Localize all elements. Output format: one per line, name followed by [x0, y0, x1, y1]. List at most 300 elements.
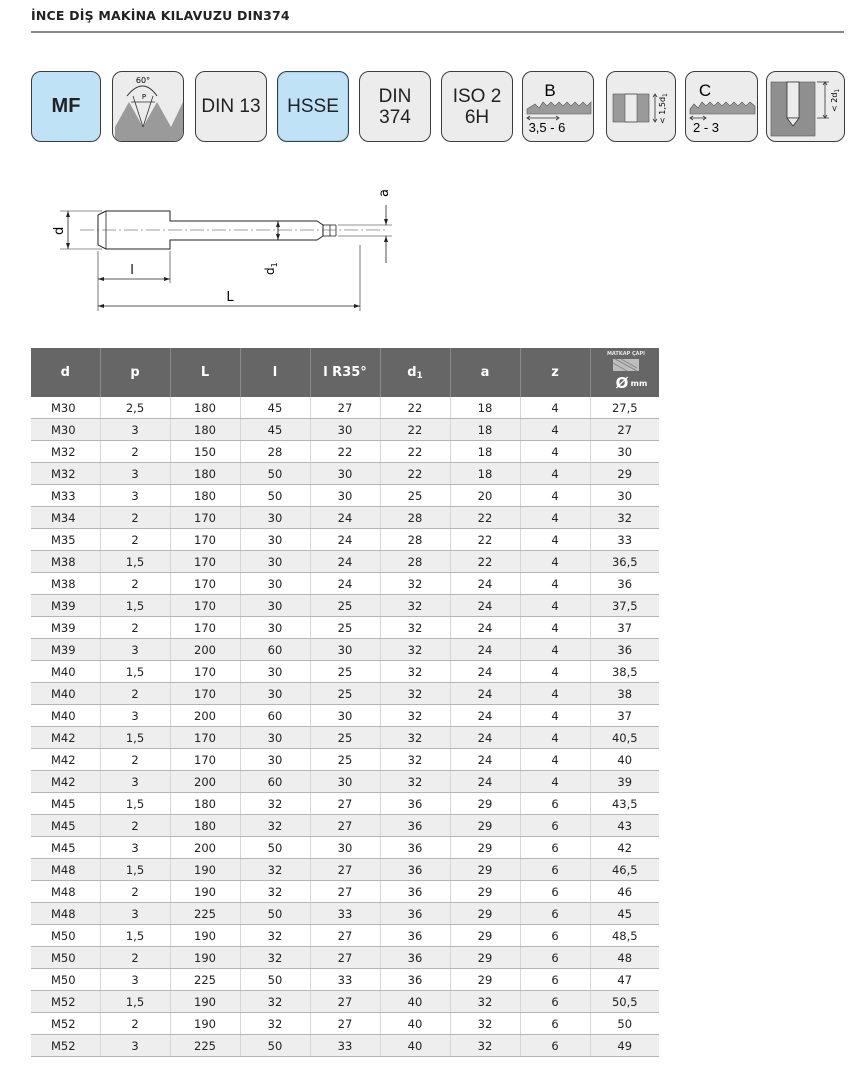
cell-L: 170	[170, 683, 240, 705]
cell-p: 3	[100, 771, 170, 793]
table-row	[31, 397, 659, 419]
cell-a: 24	[450, 573, 520, 595]
cell-lr: 27	[310, 991, 380, 1013]
cell-d: M35	[31, 529, 100, 551]
cell-p: 3	[100, 969, 170, 991]
svg-text:< 1,5d1	[658, 93, 669, 124]
blind-hole-icon	[767, 72, 845, 142]
cell-lr: 24	[310, 551, 380, 573]
badge-chamfer-b	[522, 71, 594, 142]
cell-lr: 24	[310, 529, 380, 551]
cell-d: M40	[31, 661, 100, 683]
cell-d: M45	[31, 837, 100, 859]
cell-z: 4	[520, 727, 590, 749]
cell-lr: 25	[310, 683, 380, 705]
table-row	[31, 947, 659, 969]
cell-z: 6	[520, 793, 590, 815]
spec-table	[31, 348, 659, 1057]
cell-L: 170	[170, 749, 240, 771]
thread-pitch-label: P	[141, 93, 147, 101]
badge-chamfer-c	[685, 71, 758, 142]
cell-d: M52	[31, 1013, 100, 1035]
cell-d1: 36	[380, 903, 450, 925]
cell-l: 30	[240, 529, 310, 551]
cell-p: 1,5	[100, 661, 170, 683]
cell-p: 1,5	[100, 991, 170, 1013]
cell-p: 3	[100, 837, 170, 859]
cell-lr: 22	[310, 441, 380, 463]
cell-d: M48	[31, 881, 100, 903]
cell-d: M33	[31, 485, 100, 507]
cell-drill: 30	[590, 441, 659, 463]
table-row	[31, 595, 659, 617]
cell-d1: 32	[380, 639, 450, 661]
table-row	[31, 969, 659, 991]
cell-a: 22	[450, 507, 520, 529]
cell-p: 2	[100, 617, 170, 639]
cell-L: 225	[170, 903, 240, 925]
cell-drill: 38	[590, 683, 659, 705]
cell-d1: 22	[380, 441, 450, 463]
cell-l: 50	[240, 1035, 310, 1057]
cell-z: 6	[520, 859, 590, 881]
cell-drill: 33	[590, 529, 659, 551]
cell-d: M50	[31, 947, 100, 969]
cell-a: 24	[450, 705, 520, 727]
cell-p: 2	[100, 749, 170, 771]
table-row	[31, 463, 659, 485]
cell-L: 200	[170, 837, 240, 859]
col-header-d1-sub: 1	[416, 370, 423, 381]
table-row	[31, 441, 659, 463]
cell-L: 225	[170, 1035, 240, 1057]
cell-d1: 25	[380, 485, 450, 507]
badge-hsse-label: HSSE	[287, 96, 339, 117]
cell-drill: 46	[590, 881, 659, 903]
cell-a: 24	[450, 771, 520, 793]
cell-l: 50	[240, 837, 310, 859]
cell-drill: 40	[590, 749, 659, 771]
table-row	[31, 991, 659, 1013]
title-divider	[31, 31, 844, 33]
cell-d: M32	[31, 441, 100, 463]
cell-a: 29	[450, 881, 520, 903]
badge-din13-label: DIN 13	[201, 96, 261, 117]
cell-a: 18	[450, 397, 520, 419]
cell-z: 4	[520, 419, 590, 441]
cell-lr: 30	[310, 463, 380, 485]
cell-L: 180	[170, 419, 240, 441]
svg-text:d1	[263, 262, 279, 275]
cell-lr: 27	[310, 397, 380, 419]
cell-l: 50	[240, 485, 310, 507]
cell-a: 22	[450, 551, 520, 573]
cell-d1: 40	[380, 1013, 450, 1035]
cell-d: M50	[31, 925, 100, 947]
table-row	[31, 727, 659, 749]
cell-a: 32	[450, 991, 520, 1013]
cell-d: M45	[31, 815, 100, 837]
cell-z: 4	[520, 441, 590, 463]
cell-L: 170	[170, 661, 240, 683]
cell-drill: 37	[590, 705, 659, 727]
cell-a: 24	[450, 617, 520, 639]
cell-lr: 33	[310, 903, 380, 925]
table-row	[31, 485, 659, 507]
badge-hsse	[277, 71, 349, 142]
table-row	[31, 419, 659, 441]
cell-z: 4	[520, 617, 590, 639]
cell-lr: 25	[310, 617, 380, 639]
cell-d: M30	[31, 397, 100, 419]
cell-a: 32	[450, 1035, 520, 1057]
table-row	[31, 661, 659, 683]
cell-d1: 32	[380, 727, 450, 749]
cell-a: 29	[450, 903, 520, 925]
thread-profile-icon	[113, 72, 184, 142]
cell-lr: 27	[310, 859, 380, 881]
cell-a: 24	[450, 661, 520, 683]
cell-lr: 30	[310, 705, 380, 727]
badge-mf	[31, 71, 101, 142]
blind-hole-depth-sub: 1	[834, 88, 841, 93]
badge-iso2-6h	[441, 71, 513, 142]
cell-z: 4	[520, 485, 590, 507]
cell-z: 6	[520, 815, 590, 837]
cell-d: M50	[31, 969, 100, 991]
col-header-p: p	[100, 348, 170, 397]
drawing-d-label: d	[52, 226, 67, 235]
cell-d: M42	[31, 749, 100, 771]
col-header-drill	[590, 348, 659, 397]
cell-d1: 36	[380, 837, 450, 859]
cell-a: 32	[450, 1013, 520, 1035]
cell-drill: 30	[590, 485, 659, 507]
cell-lr: 24	[310, 507, 380, 529]
cell-drill: 43,5	[590, 793, 659, 815]
cell-p: 3	[100, 639, 170, 661]
cell-l: 32	[240, 925, 310, 947]
cell-lr: 30	[310, 771, 380, 793]
table-row	[31, 903, 659, 925]
cell-L: 170	[170, 727, 240, 749]
cell-L: 170	[170, 573, 240, 595]
table-header-row	[31, 348, 659, 397]
cell-z: 6	[520, 991, 590, 1013]
cell-drill: 48,5	[590, 925, 659, 947]
cell-p: 2	[100, 507, 170, 529]
cell-d: M45	[31, 793, 100, 815]
cell-l: 32	[240, 947, 310, 969]
cell-d1: 36	[380, 881, 450, 903]
cell-lr: 33	[310, 969, 380, 991]
cell-L: 225	[170, 969, 240, 991]
badge-din374	[359, 71, 431, 142]
badge-thread-profile	[112, 71, 184, 142]
cell-lr: 30	[310, 485, 380, 507]
cell-p: 1,5	[100, 925, 170, 947]
table-row	[31, 639, 659, 661]
cell-d1: 36	[380, 947, 450, 969]
cell-d1: 32	[380, 573, 450, 595]
badge-iso-line2: 6H	[464, 106, 490, 128]
badge-din13	[195, 71, 267, 142]
cell-p: 3	[100, 903, 170, 925]
cell-d1: 40	[380, 991, 450, 1013]
cell-d: M39	[31, 639, 100, 661]
cell-a: 29	[450, 793, 520, 815]
cell-z: 4	[520, 507, 590, 529]
cell-a: 29	[450, 947, 520, 969]
cell-L: 200	[170, 639, 240, 661]
table-row	[31, 749, 659, 771]
cell-l: 30	[240, 749, 310, 771]
cell-a: 29	[450, 815, 520, 837]
cell-lr: 27	[310, 1013, 380, 1035]
cell-d1: 32	[380, 595, 450, 617]
cell-p: 3	[100, 1035, 170, 1057]
cell-a: 29	[450, 837, 520, 859]
cell-L: 170	[170, 551, 240, 573]
cell-d1: 32	[380, 683, 450, 705]
cell-a: 24	[450, 639, 520, 661]
cell-drill: 36	[590, 573, 659, 595]
cell-l: 30	[240, 551, 310, 573]
drill-unit: mm	[630, 379, 647, 388]
blind-hole-depth: < 2d	[830, 92, 839, 112]
drawing-l-label: l	[130, 263, 134, 278]
col-header-l-r35: l R35°	[310, 348, 380, 397]
cell-a: 29	[450, 925, 520, 947]
col-header-d1	[380, 348, 450, 397]
cell-a: 20	[450, 485, 520, 507]
cell-d: M48	[31, 903, 100, 925]
cell-p: 2	[100, 573, 170, 595]
cell-l: 30	[240, 595, 310, 617]
cell-d: M48	[31, 859, 100, 881]
cell-p: 3	[100, 419, 170, 441]
cell-d: M42	[31, 771, 100, 793]
cell-d1: 28	[380, 551, 450, 573]
chamfer-b-letter: B	[544, 81, 556, 100]
cell-l: 60	[240, 639, 310, 661]
cell-d1: 22	[380, 397, 450, 419]
badge-din374-line1: DIN	[378, 85, 412, 107]
cell-z: 4	[520, 551, 590, 573]
cell-p: 1,5	[100, 727, 170, 749]
cell-p: 1,5	[100, 595, 170, 617]
cell-l: 32	[240, 1013, 310, 1035]
cell-d1: 22	[380, 419, 450, 441]
cell-d1: 32	[380, 771, 450, 793]
cell-p: 2	[100, 947, 170, 969]
cell-drill: 48	[590, 947, 659, 969]
cell-z: 4	[520, 771, 590, 793]
col-header-z: z	[520, 348, 590, 397]
cell-lr: 27	[310, 881, 380, 903]
cell-lr: 30	[310, 639, 380, 661]
cell-lr: 25	[310, 749, 380, 771]
cell-z: 6	[520, 1013, 590, 1035]
drawing-d1-label: d	[263, 267, 277, 275]
cell-drill: 47	[590, 969, 659, 991]
cell-L: 180	[170, 815, 240, 837]
table-row	[31, 573, 659, 595]
cell-L: 170	[170, 595, 240, 617]
cell-z: 6	[520, 881, 590, 903]
table-row	[31, 683, 659, 705]
cell-L: 170	[170, 507, 240, 529]
cell-d1: 36	[380, 969, 450, 991]
cell-drill: 50,5	[590, 991, 659, 1013]
cell-p: 2	[100, 441, 170, 463]
cell-p: 3	[100, 705, 170, 727]
cell-z: 4	[520, 397, 590, 419]
cell-L: 180	[170, 397, 240, 419]
drawing-a-label: a	[377, 189, 392, 197]
table-row	[31, 507, 659, 529]
table-row	[31, 1013, 659, 1035]
table-body	[31, 397, 659, 1057]
col-header-L: L	[170, 348, 240, 397]
cell-L: 170	[170, 529, 240, 551]
cell-L: 180	[170, 463, 240, 485]
cell-d: M38	[31, 551, 100, 573]
cell-d: M52	[31, 1035, 100, 1057]
cell-drill: 29	[590, 463, 659, 485]
cell-p: 1,5	[100, 859, 170, 881]
cell-z: 6	[520, 903, 590, 925]
cell-p: 2	[100, 683, 170, 705]
cell-a: 22	[450, 529, 520, 551]
cell-d1: 36	[380, 925, 450, 947]
cell-d: M38	[31, 573, 100, 595]
cell-z: 4	[520, 463, 590, 485]
table-row	[31, 859, 659, 881]
cell-L: 190	[170, 925, 240, 947]
drill-caption: MATKAP ÇAPI	[606, 351, 645, 357]
cell-z: 4	[520, 705, 590, 727]
badge-din374-line2: 374	[379, 106, 411, 128]
drill-diameter-icon	[591, 348, 660, 397]
through-hole-depth-sub: 1	[662, 93, 669, 97]
through-hole-depth: < 1,5d	[658, 96, 667, 124]
svg-text:< 2d1	[830, 89, 841, 112]
cell-d1: 36	[380, 815, 450, 837]
cell-lr: 27	[310, 947, 380, 969]
table-row	[31, 793, 659, 815]
page-title: İNCE DİŞ MAKİNA KILAVUZU DIN374	[31, 8, 290, 23]
cell-drill: 37	[590, 617, 659, 639]
cell-l: 60	[240, 705, 310, 727]
cell-l: 32	[240, 815, 310, 837]
chamfer-b-icon	[523, 72, 594, 142]
chamfer-b-value: 3,5 - 6	[528, 120, 566, 135]
badge-iso-line1: ISO 2	[452, 85, 502, 107]
cell-lr: 24	[310, 573, 380, 595]
chamfer-c-value: 2 - 3	[692, 120, 720, 135]
cell-d1: 32	[380, 705, 450, 727]
cell-lr: 25	[310, 727, 380, 749]
cell-L: 190	[170, 991, 240, 1013]
cell-l: 50	[240, 903, 310, 925]
cell-z: 6	[520, 837, 590, 859]
cell-p: 1,5	[100, 551, 170, 573]
cell-lr: 25	[310, 595, 380, 617]
table-row	[31, 529, 659, 551]
cell-z: 4	[520, 573, 590, 595]
cell-lr: 27	[310, 815, 380, 837]
drawing-d1-sub: 1	[270, 262, 279, 268]
cell-z: 6	[520, 947, 590, 969]
cell-d1: 40	[380, 1035, 450, 1057]
through-hole-icon	[607, 72, 676, 142]
badge-mf-label: MF	[51, 95, 81, 117]
col-header-d: d	[31, 348, 100, 397]
thread-angle-label: 60°	[135, 76, 151, 85]
cell-l: 30	[240, 507, 310, 529]
cell-d: M40	[31, 683, 100, 705]
cell-a: 29	[450, 859, 520, 881]
cell-l: 32	[240, 991, 310, 1013]
cell-drill: 27,5	[590, 397, 659, 419]
drill-diam-symbol: Ø	[615, 374, 628, 392]
cell-L: 190	[170, 1013, 240, 1035]
table-row	[31, 771, 659, 793]
cell-l: 45	[240, 419, 310, 441]
cell-l: 50	[240, 969, 310, 991]
drawing-L-label: L	[226, 290, 234, 305]
cell-d1: 28	[380, 529, 450, 551]
cell-z: 4	[520, 639, 590, 661]
cell-lr: 27	[310, 793, 380, 815]
cell-z: 6	[520, 969, 590, 991]
table-row	[31, 551, 659, 573]
cell-l: 28	[240, 441, 310, 463]
cell-L: 190	[170, 947, 240, 969]
cell-p: 2,5	[100, 397, 170, 419]
cell-d1: 28	[380, 507, 450, 529]
chamfer-c-icon	[686, 72, 758, 142]
cell-p: 3	[100, 463, 170, 485]
cell-d: M30	[31, 419, 100, 441]
cell-a: 29	[450, 969, 520, 991]
cell-drill: 38,5	[590, 661, 659, 683]
cell-d1: 32	[380, 617, 450, 639]
cell-p: 1,5	[100, 793, 170, 815]
cell-p: 3	[100, 485, 170, 507]
cell-l: 30	[240, 661, 310, 683]
cell-drill: 37,5	[590, 595, 659, 617]
cell-drill: 43	[590, 815, 659, 837]
table-row	[31, 815, 659, 837]
chamfer-c-letter: C	[698, 81, 712, 100]
cell-lr: 33	[310, 1035, 380, 1057]
cell-L: 180	[170, 793, 240, 815]
cell-d: M40	[31, 705, 100, 727]
col-header-l: l	[240, 348, 310, 397]
cell-lr: 30	[310, 419, 380, 441]
cell-l: 45	[240, 397, 310, 419]
col-header-a: a	[450, 348, 520, 397]
cell-d: M34	[31, 507, 100, 529]
cell-drill: 50	[590, 1013, 659, 1035]
cell-L: 170	[170, 617, 240, 639]
cell-l: 50	[240, 463, 310, 485]
cell-drill: 40,5	[590, 727, 659, 749]
badge-blind-hole	[766, 71, 845, 142]
cell-d: M39	[31, 595, 100, 617]
